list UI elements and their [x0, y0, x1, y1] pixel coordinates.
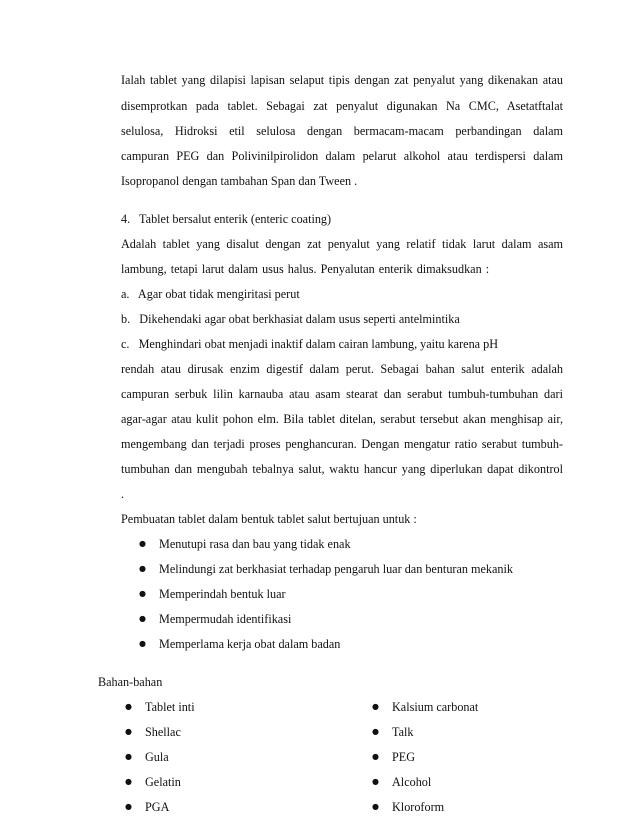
paragraph-line: campuran serbuk lilin karnauba atau asam stearat dan serabut tumbuh-tumbuhan dari [121, 387, 563, 401]
section-heading: 4. Tablet bersalut enterik (enteric coating) [121, 212, 332, 226]
list-item: a. Agar obat tidak mengiritasi perut [121, 287, 300, 301]
material-item: ● Shellac [145, 724, 181, 740]
goal-bullet-item: ● Memperindah bentuk luar [159, 586, 286, 602]
material-item: ● Talk [392, 724, 413, 740]
paragraph-line: selulosa, Hidroksi etil selulosa dengan bermacam-macam perbandingan dalam [121, 124, 563, 138]
material-item: ● Gelatin [145, 774, 181, 790]
material-item: ● Alcohol [392, 774, 431, 790]
paragraph-line: rendah atau dirusak enzim digestif dalam perut. Sebagai bahan salut enterik adalah [121, 362, 563, 376]
list-item: b. Dikehendaki agar obat berkhasiat dalam usus seperti antelmintika [121, 312, 460, 326]
material-item: ● Tablet inti [145, 699, 195, 715]
list-item: c. Menghindari obat menjadi inaktif dalam cairan lambung, yaitu karena pH [121, 337, 499, 351]
paragraph-line: disemprotkan pada tablet. Sebagai zat penyalut digunakan Na CMC, Asetatftalat [121, 99, 563, 113]
goal-bullet-item: ● Memperlama kerja obat dalam badan [159, 636, 340, 652]
paragraph-line: Ialah tablet yang dilapisi lapisan selaput tipis dengan zat penyalut yang dikenakan atau [121, 73, 563, 87]
materials-heading: Bahan-bahan [98, 675, 163, 689]
goal-bullet-item: ● Mempermudah identifikasi [159, 611, 291, 627]
list-intro: Pembuatan tablet dalam bentuk tablet salut bertujuan untuk : [121, 512, 417, 526]
paragraph-line: Isopropanol dengan tambahan Span dan Tween . [121, 174, 358, 188]
goal-bullet-item: ● Menutupi rasa dan bau yang tidak enak [159, 536, 351, 552]
material-item: ● Kloroform [392, 799, 444, 815]
material-item: ● Gula [145, 749, 169, 765]
paragraph-line: mengembang dan terjadi proses penghancuran. Dengan mengatur ratio serabut tumbuh- [121, 437, 563, 451]
paragraph-line: lambung, tetapi larut dalam usus halus. Penyalutan enterik dimaksudkan : [121, 262, 490, 276]
paragraph-line: campuran PEG dan Polivinilpirolidon dalam pelarut alkohol atau terdispersi dalam [121, 149, 563, 163]
paragraph-line: . [121, 487, 125, 501]
paragraph-line: agar-agar atau kulit pohon elm. Bila tablet ditelan, serabut tersebut akan menghisap air, [121, 412, 563, 426]
goal-bullet-item: ● Melindungi zat berkhasiat terhadap pengaruh luar dan benturan mekanik [159, 561, 513, 577]
material-item: ● Kalsium carbonat [392, 699, 478, 715]
paragraph-line: Adalah tablet yang disalut dengan zat penyalut yang relatif tidak larut dalam asam [121, 237, 563, 251]
material-item: ● PGA [145, 799, 169, 815]
material-item: ● PEG [392, 749, 415, 765]
paragraph-line: tumbuhan dan mengubah tebalnya salut, waktu hancur yang diperlukan dapat dikontrol [121, 462, 563, 476]
